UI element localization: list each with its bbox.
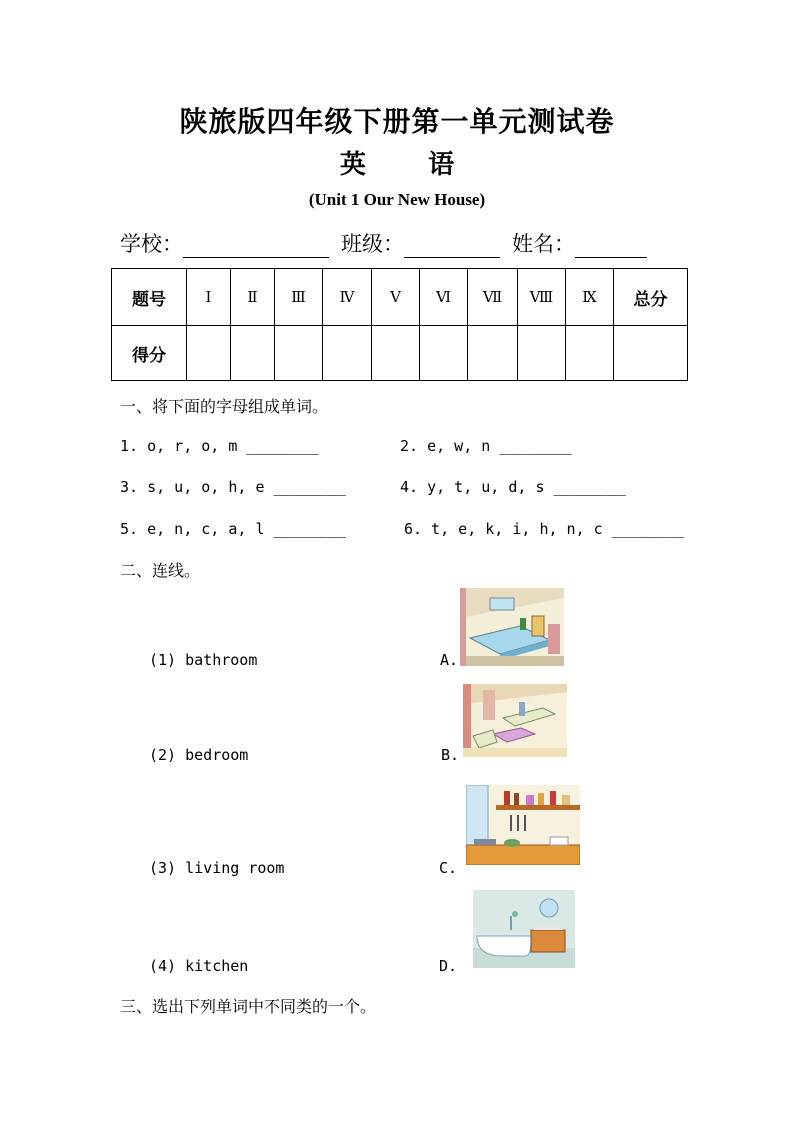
score-cell[interactable]: [275, 326, 323, 381]
score-table: [111, 268, 688, 381]
subject-char-2: 语: [428, 150, 455, 180]
match-item-3: (3) living room: [149, 859, 285, 877]
living-room-picture: [463, 684, 567, 757]
score-cell[interactable]: [187, 326, 231, 381]
numeral-cell: Ⅱ: [231, 269, 275, 326]
question-4: 4. y, t, u, d, s ________: [400, 478, 626, 496]
numeral-cell: Ⅸ: [566, 269, 614, 326]
student-info-line: [120, 228, 647, 258]
numeral-cell: Ⅴ: [372, 269, 420, 326]
section1-heading: 一、将下面的字母组成单词。: [120, 397, 329, 416]
score-cell[interactable]: [468, 326, 518, 381]
class-blank[interactable]: [404, 235, 500, 258]
name-label: 姓名：: [512, 232, 575, 256]
question-1: 1. o, r, o, m ________: [120, 437, 319, 455]
score-cell[interactable]: [420, 326, 468, 381]
subject-heading: [0, 144, 794, 181]
numeral-cell: Ⅶ: [468, 269, 518, 326]
class-label: 班级：: [341, 232, 404, 256]
option-label-c: C.: [439, 859, 458, 877]
score-label: 得分: [112, 326, 187, 381]
section2-heading: 二、连线。: [120, 561, 201, 580]
school-label: 学校：: [120, 232, 183, 256]
score-cell[interactable]: [231, 326, 275, 381]
total-score-cell[interactable]: [614, 326, 688, 381]
bathroom-picture: [473, 890, 575, 968]
score-cell[interactable]: [372, 326, 420, 381]
question-6: 6. t, e, k, i, h, n, c ________: [404, 520, 684, 538]
numeral-cell: Ⅳ: [323, 269, 372, 326]
score-table-header-row: [112, 269, 688, 326]
subject-char-1: 英: [339, 150, 366, 180]
score-cell[interactable]: [566, 326, 614, 381]
question-number-label: 题号: [112, 269, 187, 326]
question-5: 5. e, n, c, a, l ________: [120, 520, 346, 538]
score-table-score-row: [112, 326, 688, 381]
match-item-4: (4) kitchen: [149, 957, 249, 975]
option-label-b: B.: [441, 746, 460, 764]
kitchen-picture: [466, 785, 580, 865]
numeral-cell: Ⅰ: [187, 269, 231, 326]
numeral-cell: Ⅲ: [275, 269, 323, 326]
option-label-a: A.: [440, 651, 459, 669]
match-item-2: (2) bedroom: [149, 746, 249, 764]
question-3: 3. s, u, o, h, e ________: [120, 478, 346, 496]
name-blank[interactable]: [575, 235, 647, 258]
school-blank[interactable]: [183, 235, 329, 258]
numeral-cell: Ⅷ: [518, 269, 566, 326]
match-item-1: (1) bathroom: [149, 651, 258, 669]
numeral-cell: Ⅵ: [420, 269, 468, 326]
option-label-d: D.: [439, 957, 458, 975]
score-cell[interactable]: [518, 326, 566, 381]
exam-title: 陕旅版四年级下册第一单元测试卷: [179, 105, 615, 138]
question-2: 2. e, w, n ________: [400, 437, 572, 455]
unit-subtitle: (Unit 1 Our New House): [308, 190, 486, 209]
section3-heading: 三、选出下列单词中不同类的一个。: [120, 997, 377, 1016]
bedroom-picture: [460, 588, 564, 666]
score-cell[interactable]: [323, 326, 372, 381]
total-label: 总分: [614, 269, 688, 326]
